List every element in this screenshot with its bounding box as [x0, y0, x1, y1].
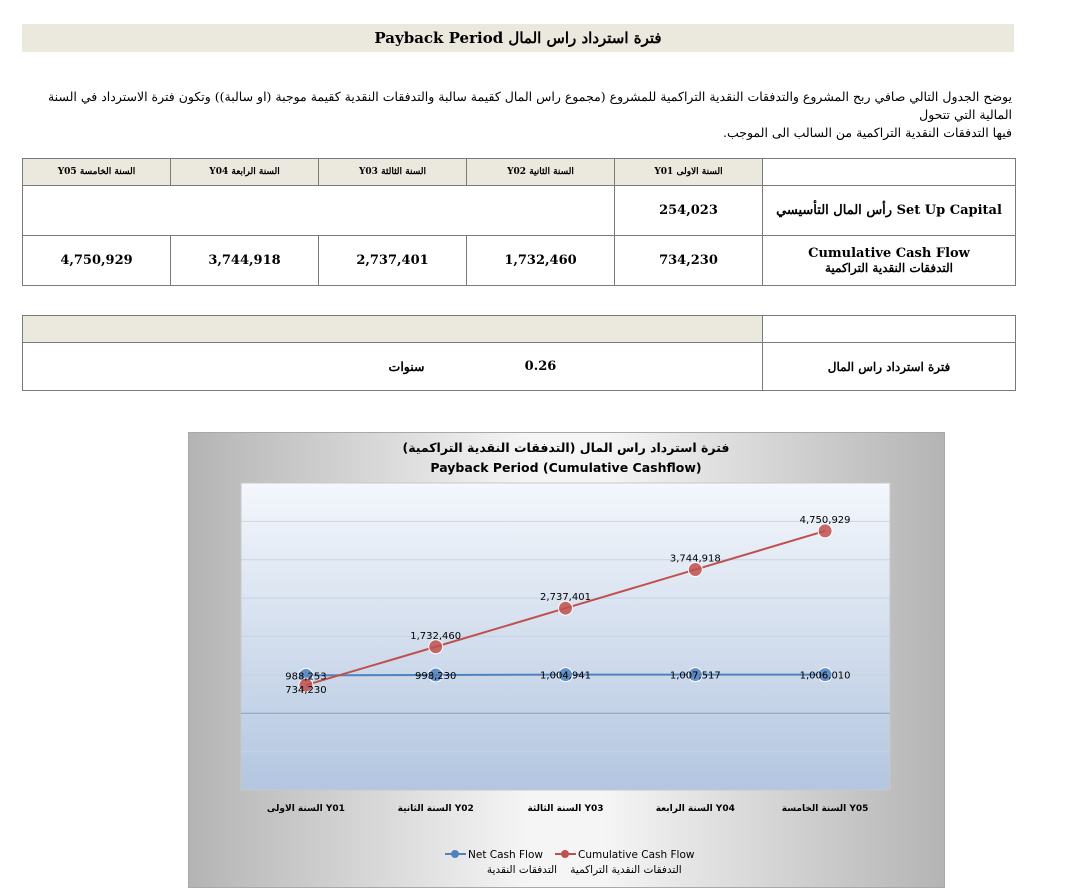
legend-cum-label: Cumulative Cash Flow: [578, 849, 695, 861]
cumulative-value-y05: 4,750,929: [23, 236, 171, 286]
data-label: 734,230: [285, 685, 327, 697]
data-label: 2,737,401: [540, 592, 591, 604]
header-blank-cell: [763, 159, 1016, 186]
chart-title: فترة استرداد راس المال (التدفقات النقدية التراكمية): [402, 440, 730, 455]
year-header-y02: السنة الثانية Y02: [467, 159, 615, 186]
chart-subtitle: Payback Period (Cumulative Cashflow): [430, 460, 702, 475]
setup-capital-value: 254,023: [615, 186, 763, 236]
cumulative-label-en: Cumulative Cash Flow: [808, 246, 970, 261]
data-label: 988,253: [285, 671, 327, 683]
legend-cum-label-ar: التدفقات النقدية التراكمية: [570, 864, 682, 876]
intro-line-2: فيها التدفقات النقدية التراكمية من السالب الى الموجب.: [723, 125, 1012, 140]
data-label: 1,006,010: [799, 670, 851, 682]
data-label: 1,732,460: [410, 630, 462, 642]
payback-label: فترة استرداد راس المال: [763, 343, 1016, 391]
page-title: فترة استرداد راس المال Payback Period: [22, 24, 1014, 52]
year-header-y01: السنة الاولى Y01: [615, 159, 763, 186]
cumulative-label-ar: التدفقات النقدية التراكمية: [824, 261, 954, 275]
chart-svg: [189, 433, 944, 887]
x-tick-label: السنة الثانية Y02: [397, 804, 474, 814]
x-axis-labels: [267, 804, 868, 814]
cumulative-value-y03: 2,737,401: [319, 236, 467, 286]
payback-header-blank: [763, 316, 1016, 343]
year-header-y05: السنة الخامسة Y05: [23, 159, 171, 186]
setup-capital-label: رأس المال التأسيسي Set Up Capital: [763, 186, 1016, 236]
intro-text: [22, 88, 1012, 142]
payback-row: [23, 343, 1016, 391]
cumulative-row: [23, 236, 1016, 286]
data-point: [818, 524, 832, 538]
data-point: [688, 563, 702, 577]
payback-chart: [188, 432, 945, 888]
legend-cum-marker: [561, 850, 569, 858]
legend: [445, 849, 695, 876]
cumulative-value-y04: 3,744,918: [171, 236, 319, 286]
data-label: 4,750,929: [799, 514, 851, 526]
cash-flow-table: [22, 158, 1016, 286]
year-header-y03: السنة الثالثة Y03: [319, 159, 467, 186]
intro-line-1: يوضح الجدول التالي صافي ربح المشروع والتدفقات النقدية التراكمية للمشروع (مجموع راس المال كقيمة سالبة والتدفقات النقدية كقيمة موجبة (او سالبة)) وتكون فترة الاسترداد في السنة المالية التي تتحول: [47, 89, 1012, 122]
cumulative-value-y01: 734,230: [615, 236, 763, 286]
data-point: [559, 601, 573, 615]
data-label: 1,004,941: [540, 670, 591, 682]
payback-value: 0.26: [467, 343, 615, 391]
data-label: 3,744,918: [669, 553, 721, 565]
data-label: 1,007,517: [669, 670, 721, 682]
payback-table: [22, 315, 1016, 391]
payback-unit: سنوات: [23, 343, 467, 391]
x-tick-label: السنة الثالثة Y03: [527, 804, 604, 814]
data-point: [429, 640, 443, 654]
legend-net-marker: [451, 850, 459, 858]
payback-header-shade: [23, 316, 763, 343]
data-label: 998,230: [415, 670, 457, 682]
legend-net-label-ar: التدفقات النقدية: [486, 864, 558, 876]
setup-capital-row: [23, 186, 1016, 236]
cumulative-label: [763, 236, 1016, 286]
year-header-row: [23, 159, 1016, 186]
year-header-y04: السنة الرابعة Y04: [171, 159, 319, 186]
payback-header-row: [23, 316, 1016, 343]
x-tick-label: السنة الخامسة Y05: [781, 804, 869, 814]
cumulative-value-y02: 1,732,460: [467, 236, 615, 286]
x-tick-label: السنة الرابعة Y04: [655, 804, 735, 814]
payback-empty-cell: [615, 343, 763, 391]
setup-empty-cell: [23, 186, 615, 236]
legend-net-label: Net Cash Flow: [468, 849, 543, 861]
x-tick-label: السنة الاولى Y01: [266, 804, 345, 814]
